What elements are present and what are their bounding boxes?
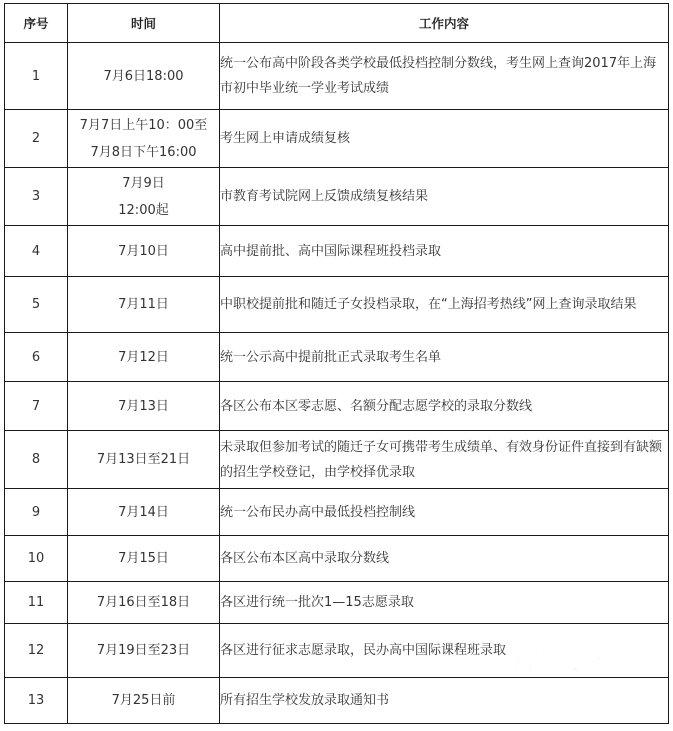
row-content: 统一公布高中阶段各类学校最低投档控制分数线，考生网上查询2017年上海市初中毕业统一学业考试成绩 [220,43,669,110]
row-content: 统一公布民办高中最低投档控制线 [220,489,669,536]
table-row [5,333,669,382]
row-index: 12 [5,624,68,678]
row-index: 3 [5,168,68,226]
row-time-line: 7月15日 [118,551,169,566]
row-index: 5 [5,277,68,333]
table-row [5,582,669,624]
row-content: 所有招生学校发放录取通知书 [220,678,669,724]
header-index: 序号 [5,4,68,43]
row-content: 各区公布本区高中录取分数线 [220,536,669,582]
row-time [68,168,220,226]
row-time-line: 7月13日至21日 [96,452,191,467]
row-time-line: 7月14日 [118,504,169,520]
table-header-row [5,4,669,43]
row-index: 1 [5,43,68,110]
row-content: 各区进行统一批次1—15志愿录取 [220,582,669,624]
row-time-line: 7月19日至23日 [96,643,191,658]
row-time [68,43,220,110]
row-time-line: 7月7日上午10：00至 [79,117,208,133]
row-content: 未录取但参加考试的随迁子女可携带考生成绩单、有效身份证件直接到有缺额的招生学校登记，由学校择优录取 [220,431,669,489]
row-index: 11 [5,582,68,624]
table-row [5,277,669,333]
row-time-line: 7月11日 [118,297,169,312]
row-time-line: 7月8日下午16:00 [90,144,197,160]
row-index: 8 [5,431,68,489]
table-row [5,678,669,724]
row-time [68,110,220,168]
row-time-line: 7月9日 [122,175,165,191]
row-time-line: 7月25日前 [111,693,176,708]
row-content: 中职校提前批和随迁子女投档录取，在“上海招考热线”网上查询录取结果 [220,277,669,333]
row-index: 7 [5,382,68,431]
row-time [68,624,220,678]
table-row [5,168,669,226]
row-index: 9 [5,489,68,536]
table-row [5,43,669,110]
header-content: 工作内容 [220,4,669,43]
row-index: 13 [5,678,68,724]
header-time: 时间 [68,4,220,43]
row-time [68,431,220,489]
table-body [5,43,669,724]
row-time [68,226,220,277]
row-time [68,382,220,431]
row-content: 高中提前批、高中国际课程班投档录取 [220,226,669,277]
row-time-line: 7月16日至18日 [96,595,191,610]
row-content: 各区公布本区零志愿、名额分配志愿学校的录取分数线 [220,382,669,431]
table-row [5,226,669,277]
watermark-text: 上海 教育 [505,650,601,676]
row-index: 6 [5,333,68,382]
row-index: 10 [5,536,68,582]
row-content: 考生网上申请成绩复核 [220,110,669,168]
row-time [68,536,220,582]
row-time-line: 7月12日 [118,349,169,365]
row-time-line: 7月10日 [118,243,169,259]
table-row [5,624,669,678]
row-content: 市教育考试院网上反馈成绩复核结果 [220,168,669,226]
row-time-line: 7月6日18:00 [103,68,184,84]
row-time [68,678,220,724]
row-time [68,333,220,382]
row-content: 统一公示高中提前批正式录取考生名单 [220,333,669,382]
row-time-line: 12:00起 [118,202,169,218]
admission-schedule-table [4,3,669,724]
row-time [68,277,220,333]
table-row [5,536,669,582]
table-row [5,431,669,489]
table-row [5,489,669,536]
row-time [68,582,220,624]
row-time-line: 7月13日 [118,398,169,414]
row-time [68,489,220,536]
row-index: 2 [5,110,68,168]
table-row [5,382,669,431]
table-row [5,110,669,168]
row-index: 4 [5,226,68,277]
row-content: 各区进行征求志愿录取，民办高中国际课程班录取 [220,624,669,678]
